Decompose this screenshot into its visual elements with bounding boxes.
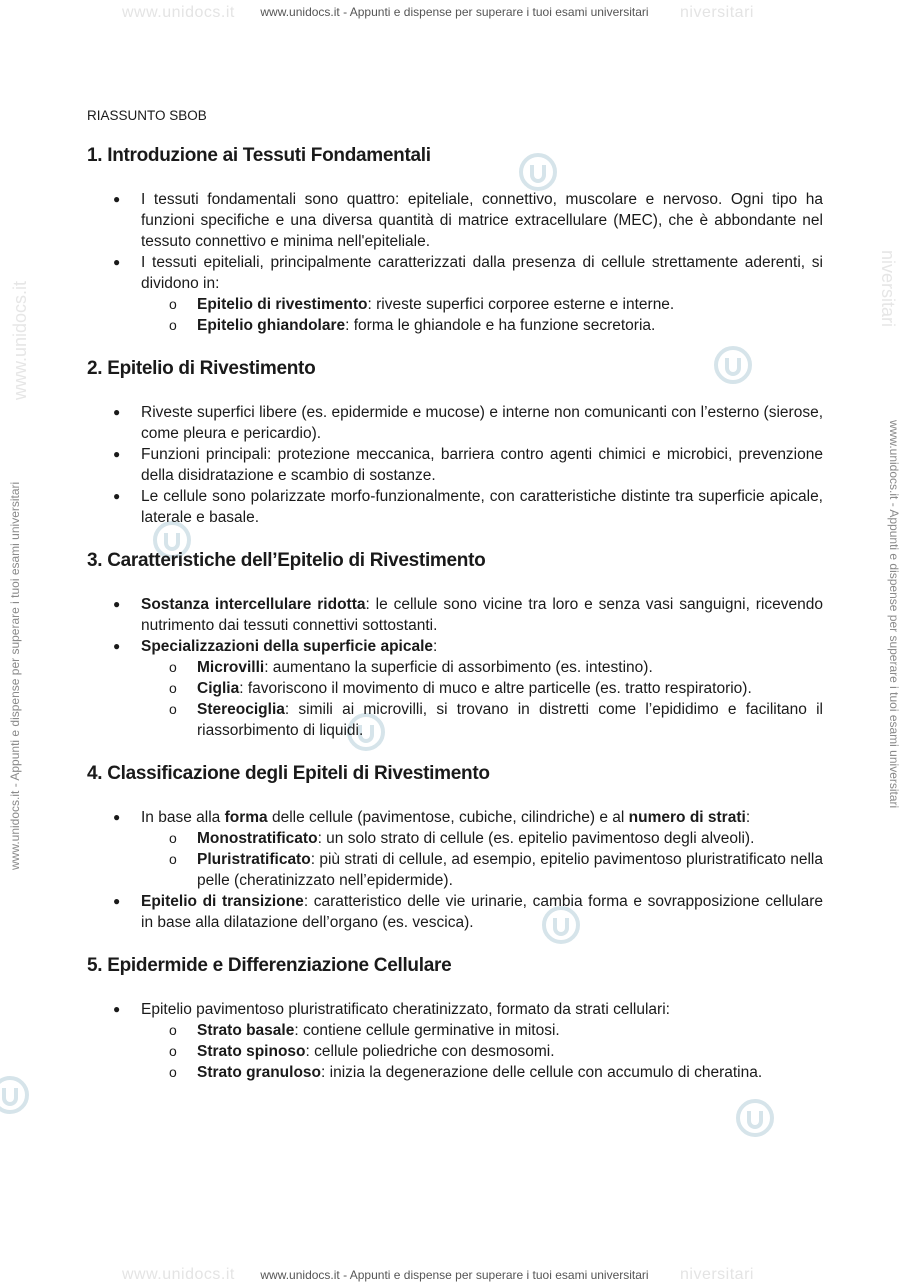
- bullet-list: [87, 189, 823, 336]
- list-item: ● Funzioni principali: protezione meccanica, barriera contro agenti chimici e microbici, prevenzione della disidratazione e scambio di sostanze.: [113, 446, 823, 484]
- list-item: ● I tessuti epiteliali, principalmente caratterizzati dalla presenza di cellule strettamente aderenti, si dividono in: o Epitelio di rivestimento: riveste superfici corporee esterne e interne. o Epitelio ghiandolare: forma le ghiandole e ha funzione secretoria.: [87, 252, 823, 336]
- sub-list: [87, 1020, 823, 1083]
- section-5: [87, 955, 823, 1083]
- sub-list-item: o Epitelio di rivestimento: riveste superfici corporee esterne e interne.: [169, 296, 675, 313]
- section-title: 5. Epidermide e Differenziazione Cellulare: [87, 955, 452, 976]
- circle-bullet-icon: o: [169, 317, 177, 333]
- bullet-icon: ●: [113, 405, 121, 419]
- bullet-list: [87, 807, 823, 933]
- watermark-ghost-top-right: niversitari: [680, 4, 754, 21]
- bullet-icon: ●: [113, 489, 121, 503]
- bullet-list: [87, 402, 823, 528]
- circle-bullet-icon: o: [169, 701, 177, 717]
- watermark-left: www.unidocs.it - Appunti e dispense per superare i tuoi esami universitari: [8, 481, 22, 870]
- bullet-list: [87, 594, 823, 741]
- list-item: ● Le cellule sono polarizzate morfo-funzionalmente, con caratteristiche distinte tra superficie apicale, laterale e basale.: [113, 488, 823, 526]
- circle-bullet-icon: o: [169, 296, 177, 312]
- list-item: ● Sostanza intercellulare ridotta: le cellule sono vicine tra loro e senza vasi sanguigni, ricevendo nutrimento dai tessuti connettivi sottostanti.: [113, 596, 823, 634]
- section-1: [87, 145, 823, 336]
- watermark-bottom: www.unidocs.it - Appunti e dispense per superare i tuoi esami universitari: [260, 1268, 649, 1282]
- circle-bullet-icon: o: [169, 1043, 177, 1059]
- sub-list-item: o Monostratificato: un solo strato di cellule (es. epitelio pavimentoso degli alveoli).: [169, 830, 755, 847]
- bullet-icon: ●: [113, 894, 121, 908]
- bullet-icon: ●: [113, 639, 121, 653]
- circle-bullet-icon: o: [169, 830, 177, 846]
- watermark-ghost-bottom-right: niversitari: [680, 1266, 754, 1283]
- bullet-icon: ●: [113, 1002, 121, 1016]
- watermark-ghost-left: www.unidocs.it: [10, 280, 30, 400]
- section-3: [87, 550, 823, 741]
- section-title: 4. Classificazione degli Epiteli di Rivestimento: [87, 763, 490, 784]
- list-item: ● Specializzazioni della superficie apicale: o Microvilli: aumentano la superficie di assorbimento (es. intestino). o Ciglia: favoriscono il movimento di muco e altre particelle (es. tratto respiratorio). o Stereociglia: simili ai microvilli, si trovano in distretti come l’epididimo e facilitano il riassorbimento di liquidi.: [87, 636, 823, 741]
- bullet-icon: ●: [113, 447, 121, 461]
- circle-bullet-icon: o: [169, 1022, 177, 1038]
- section-title: 1. Introduzione ai Tessuti Fondamentali: [87, 145, 431, 166]
- sub-list-item: o Strato basale: contiene cellule germinative in mitosi.: [169, 1022, 560, 1039]
- section-title: 3. Caratteristiche dell’Epitelio di Rivestimento: [87, 550, 486, 571]
- list-item: ● In base alla forma delle cellule (pavimentose, cubiche, cilindriche) e al numero di strati: o Monostratificato: un solo strato di cellule (es. epitelio pavimentoso degli alveoli). o Pluristratificato: più strati di cellule, ad esempio, epitelio pavimentoso pluristratificato nella pelle (cheratinizzato nell’epidermide).: [87, 807, 823, 891]
- list-item: ● Epitelio di transizione: caratteristico delle vie urinarie, cambia forma e sovrapposizione cellulare in base alla dilatazione dell’organo (es. vescica).: [113, 893, 824, 931]
- watermark-ghost-right: niversitari: [878, 250, 898, 328]
- watermark-ghost-bottom: www.unidocs.it: [122, 1266, 235, 1283]
- sub-list-item: o Stereociglia: simili ai microvilli, si trovano in distretti come l’epididimo e facilitano il riassorbimento di liquidi.: [169, 701, 823, 739]
- document-header: RIASSUNTO SBOB: [87, 108, 207, 123]
- sub-list-item: o Strato granuloso: inizia la degenerazione delle cellule con accumulo di cheratina.: [169, 1064, 763, 1081]
- sub-list: [87, 828, 823, 891]
- section-4: [87, 763, 823, 933]
- watermark-top: www.unidocs.it - Appunti e dispense per superare i tuoi esami universitari: [260, 5, 649, 19]
- sub-list: [87, 657, 823, 741]
- circle-bullet-icon: o: [169, 680, 177, 696]
- sub-list-item: o Ciglia: favoriscono il movimento di muco e altre particelle (es. tratto respiratorio).: [169, 680, 752, 697]
- list-item: ● Riveste superfici libere (es. epidermide e mucose) e interne non comunicanti con l’esterno (sierose, come pleura e pericardio).: [113, 404, 823, 442]
- list-item: ● Epitelio pavimentoso pluristratificato cheratinizzato, formato da strati cellulari: o Strato basale: contiene cellule germinative in mitosi. o Strato spinoso: cellule poliedriche con desmosomi. o Strato granuloso: inizia la degenerazione delle cellule con accumulo di cheratina.: [87, 999, 823, 1083]
- sub-list-item: o Strato spinoso: cellule poliedriche con desmosomi.: [169, 1043, 555, 1060]
- circle-bullet-icon: o: [169, 659, 177, 675]
- bullet-icon: ●: [113, 597, 121, 611]
- unidocs-logo-icon: [0, 1075, 30, 1115]
- sub-list-item: o Microvilli: aumentano la superficie di assorbimento (es. intestino).: [169, 659, 653, 676]
- list-item: ● I tessuti fondamentali sono quattro: epiteliale, connettivo, muscolare e nervoso. Ogni tipo ha funzioni specifiche e una diversa quantità di matrice extracellulare (MEC), che è abbondante nel tessuto connettivo e minima nell'epiteliale.: [113, 191, 823, 250]
- bullet-icon: ●: [113, 255, 121, 269]
- sub-list: [87, 294, 823, 336]
- watermark-right: www.unidocs.it - Appunti e dispense per superare i tuoi esami universitari: [887, 420, 901, 809]
- bullet-icon: ●: [113, 810, 121, 824]
- document-body: [87, 108, 823, 1105]
- sub-list-item: o Pluristratificato: più strati di cellule, ad esempio, epitelio pavimentoso pluristratificato nella pelle (cheratinizzato nell’epidermide).: [169, 851, 823, 889]
- section-2: [87, 358, 823, 528]
- bullet-icon: ●: [113, 192, 121, 206]
- circle-bullet-icon: o: [169, 851, 177, 867]
- section-title: 2. Epitelio di Rivestimento: [87, 358, 316, 379]
- sub-list-item: o Epitelio ghiandolare: forma le ghiandole e ha funzione secretoria.: [169, 317, 656, 334]
- watermark-ghost-top: www.unidocs.it: [122, 4, 235, 21]
- bullet-list: [87, 999, 823, 1083]
- circle-bullet-icon: o: [169, 1064, 177, 1080]
